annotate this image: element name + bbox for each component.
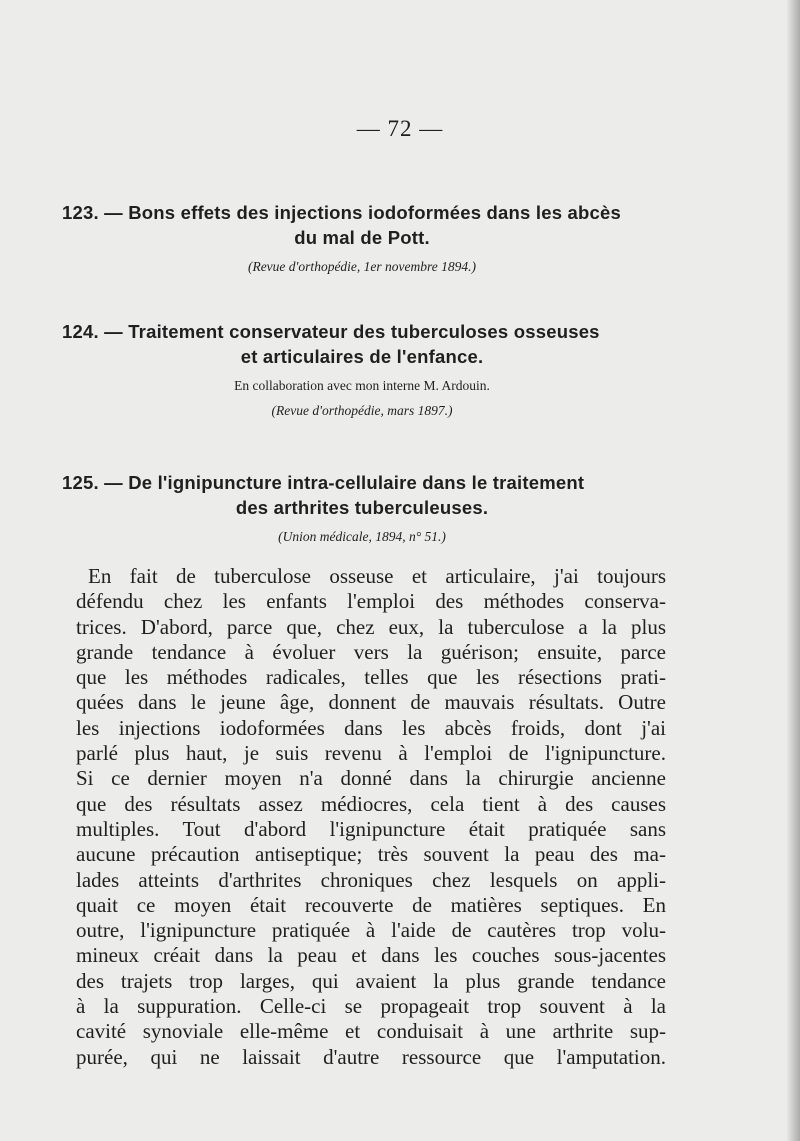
entry-citation xyxy=(62,258,662,276)
entry-dash: — xyxy=(104,202,123,223)
citation-text: (Revue d'orthopédie, 1er novembre 1894.) xyxy=(247,259,477,274)
entry-title-line1: De l'ignipuncture intra-cellulaire dans le traitement xyxy=(128,472,585,493)
body-line: à la suppuration. Celle-ci se propageait trop souvent à la xyxy=(76,994,666,1019)
body-line: Si ce dernier moyen n'a donné dans la chirurgie ancienne xyxy=(76,766,666,791)
body-line: En fait de tuberculose osseuse et articulaire, j'ai toujours xyxy=(88,564,666,588)
citation-text: (Revue d'orthopédie, mars 1897.) xyxy=(271,403,453,418)
body-line: multiples. Tout d'abord l'ignipuncture était pratiquée sans xyxy=(76,816,666,841)
entry-heading xyxy=(62,200,662,250)
body-line: lades atteints d'arthrites chroniques chez lesquels on appli- xyxy=(76,867,666,892)
entry-number: 125. xyxy=(62,472,99,493)
body-line: trices. D'abord, parce que, chez eux, la tuberculose a la plus xyxy=(76,614,666,639)
entry-citation xyxy=(62,377,662,395)
entry-dash: — xyxy=(104,472,123,493)
page-number: — 72 — xyxy=(356,116,444,141)
body-line: que des résultats assez médiocres, cela tient à des causes xyxy=(76,791,666,816)
entry-title-line2: et articulaires de l'enfance. xyxy=(240,346,484,367)
entry-heading xyxy=(62,319,662,369)
body-line: les injections iodoformées dans les abcès froids, dont j'ai xyxy=(76,715,666,740)
body-line: des trajets trop larges, qui avaient la plus grande tendance xyxy=(76,968,666,993)
body-line: que les méthodes radicales, telles que les résections prati- xyxy=(76,665,666,690)
body-paragraph xyxy=(76,564,666,1070)
body-line: grande tendance à évoluer vers la guérison; ensuite, parce xyxy=(76,639,666,664)
entry-citation xyxy=(62,528,662,546)
body-line: aucune précaution antiseptique; très souvent la peau des ma- xyxy=(76,842,666,867)
body-line: outre, l'ignipuncture pratiquée à l'aide de cautères trop volu- xyxy=(76,918,666,943)
entry-title-line1: Traitement conservateur des tuberculoses osseuses xyxy=(128,321,600,342)
body-line: purée, qui ne laissait d'autre ressource que l'amputation. xyxy=(76,1044,666,1069)
entry-title-line1: Bons effets des injections iodoformées dans les abcès xyxy=(128,202,621,223)
body-line: quées dans le jeune âge, donnent de mauvais résultats. Outre xyxy=(76,690,666,715)
body-line: mineux créait dans la peau et dans les couches sous-jacentes xyxy=(76,943,666,968)
entry-number: 124. xyxy=(62,321,99,342)
entry-citation xyxy=(62,402,662,420)
body-line: quait ce moyen était recouverte de matières septiques. En xyxy=(76,892,666,917)
entry-dash: — xyxy=(104,321,123,342)
citation-text: En collaboration avec mon interne M. Ardouin. xyxy=(234,378,490,393)
entry-number: 123. xyxy=(62,202,99,223)
body-line: défendu chez les enfants l'emploi des méthodes conserva- xyxy=(76,589,666,614)
entry-heading xyxy=(62,470,662,520)
citation-text: (Union médicale, 1894, n° 51.) xyxy=(278,529,446,544)
body-line: cavité synoviale elle-même et conduisait à une arthrite sup- xyxy=(76,1019,666,1044)
entry-title-line2: du mal de Pott. xyxy=(294,227,430,248)
entry-title-line2: des arthrites tuberculeuses. xyxy=(235,497,489,518)
body-line: parlé plus haut, je suis revenu à l'emploi de l'ignipuncture. xyxy=(76,741,666,766)
